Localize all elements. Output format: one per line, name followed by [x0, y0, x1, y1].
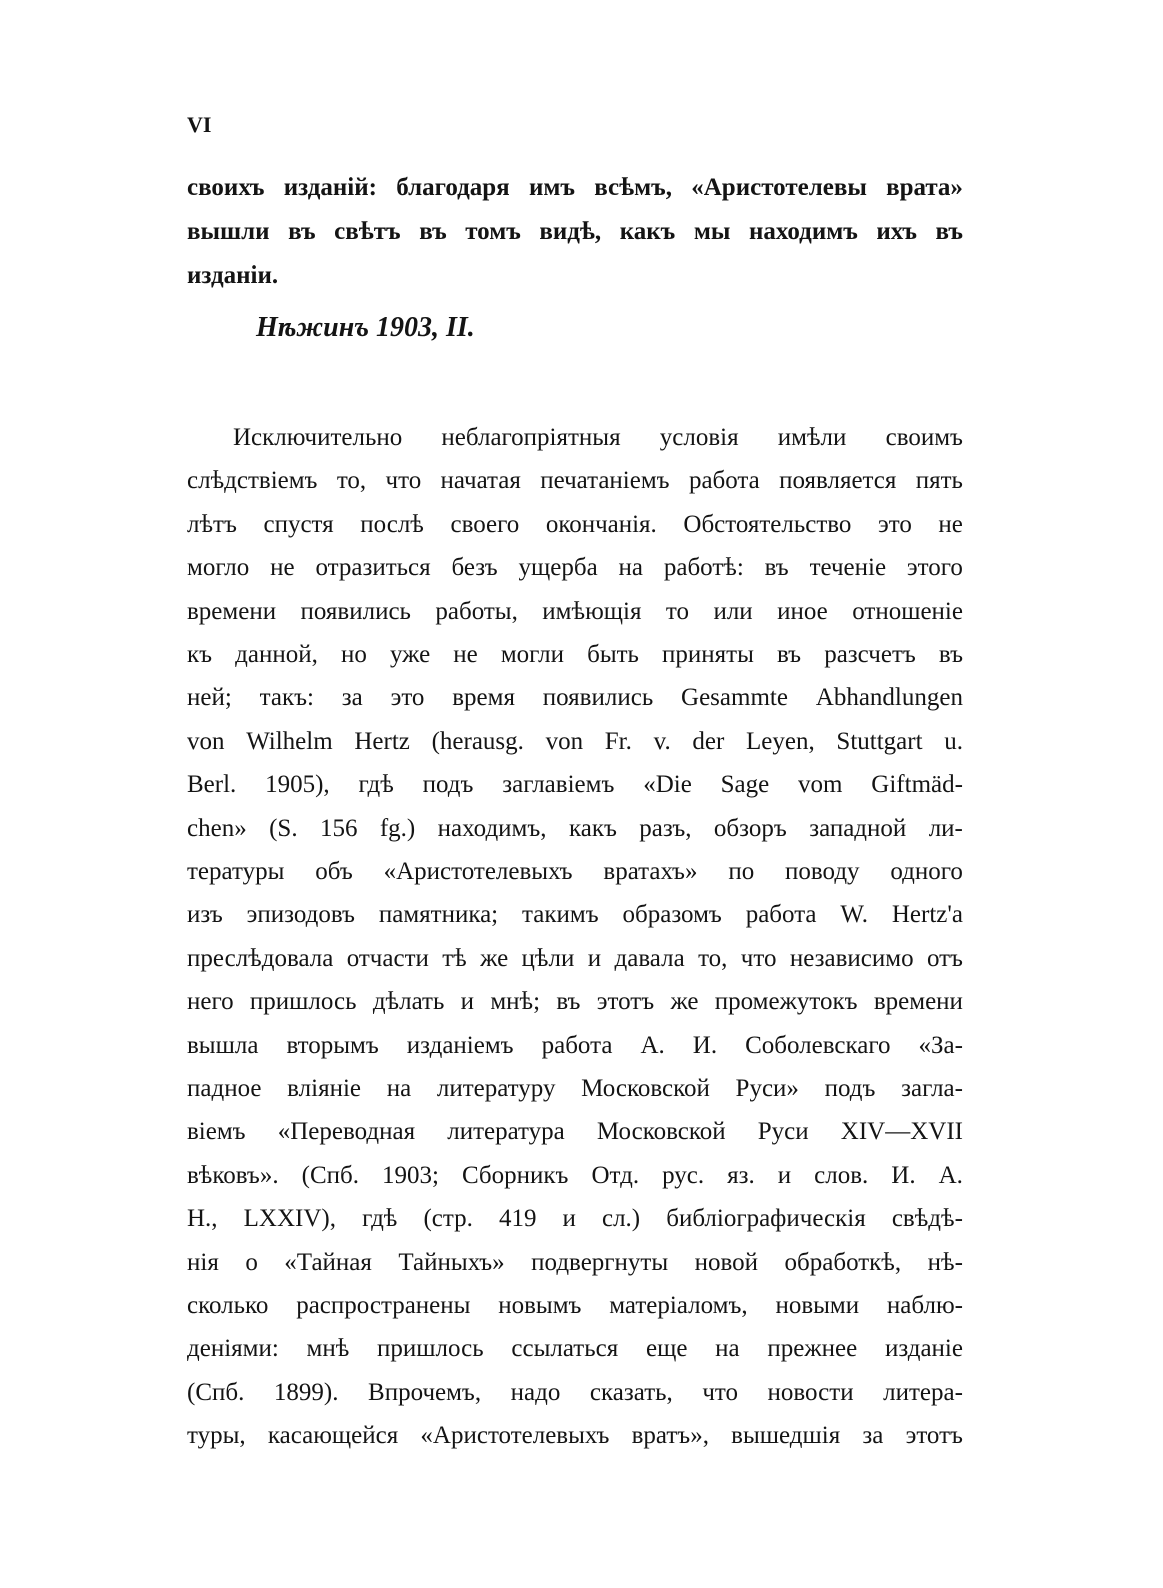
word: заглавіемъ [502, 771, 615, 799]
word: вторымъ [286, 1031, 379, 1059]
word: этотъ [596, 988, 655, 1016]
word: Исключительно [233, 424, 403, 451]
word: новой [694, 1248, 759, 1276]
word: Впрочемъ, [368, 1378, 482, 1406]
text-line [187, 770, 963, 800]
word: А. [640, 1031, 665, 1059]
text-line [187, 217, 963, 247]
word: новымъ [498, 1292, 582, 1319]
text-line [187, 1031, 963, 1061]
word: И. [891, 1161, 916, 1189]
word: матеріаломъ, [609, 1292, 748, 1319]
text-line [233, 423, 963, 453]
word: слов. [814, 1161, 869, 1189]
word: промежутокъ [714, 988, 858, 1016]
word: за [862, 1422, 884, 1450]
word: Соболевскаго [745, 1031, 891, 1059]
word: въ [764, 554, 789, 582]
word: деніями: [187, 1335, 279, 1363]
word: мнѣ [306, 1335, 350, 1363]
word: прежнее [767, 1335, 858, 1363]
word: видѣ, [539, 218, 602, 245]
word: начатая [440, 467, 521, 495]
word: сказать, [589, 1378, 673, 1406]
word: «Аристотелевыхъ [420, 1422, 610, 1450]
text-line [187, 640, 963, 670]
word: 1905), [265, 771, 330, 799]
word: имѣющія [542, 597, 642, 625]
word: что [740, 944, 777, 972]
word: приняты [662, 641, 754, 668]
text-line [187, 814, 963, 844]
word: и [460, 988, 475, 1016]
word: обзоръ [713, 814, 787, 842]
word: что [385, 467, 422, 495]
word: W. [840, 901, 868, 929]
word: работа [688, 467, 760, 495]
word: на [715, 1335, 740, 1363]
word: ссылаться [511, 1335, 619, 1363]
text-line [187, 510, 963, 540]
word: эпизодовъ [246, 901, 355, 929]
text-line [187, 1334, 963, 1364]
word: мы [693, 218, 731, 245]
word: Отд. [591, 1161, 640, 1189]
word: Руси [757, 1118, 809, 1146]
word: изданіемъ [406, 1031, 514, 1059]
word: работы, [435, 597, 518, 625]
word: своимъ [885, 424, 963, 451]
word: быть [587, 641, 639, 668]
word: что [702, 1378, 738, 1406]
word: разсчетъ [824, 641, 916, 668]
text-line [187, 944, 963, 974]
word: время [452, 684, 515, 712]
word: отчасти [346, 944, 429, 972]
word: Московской [581, 1075, 710, 1102]
word: «За- [918, 1031, 963, 1059]
word: него [187, 988, 234, 1016]
word: отношеніе [852, 597, 963, 625]
word: изданіи. [187, 262, 279, 289]
word: «Die [643, 771, 692, 799]
word: отъ [926, 944, 963, 972]
word: литература [447, 1118, 565, 1146]
word: этотъ [905, 1422, 963, 1450]
word: это [878, 510, 912, 538]
word: von [187, 727, 225, 755]
word: гдѣ [362, 1205, 398, 1233]
word: ней; [187, 684, 232, 712]
word: въ [288, 218, 316, 245]
word: одного [890, 858, 963, 885]
word: Fr. [604, 727, 632, 755]
word: свѣдѣ- [891, 1205, 963, 1233]
word: яз. [727, 1161, 755, 1189]
word: загла- [901, 1075, 963, 1102]
word: Stuttgart [836, 727, 923, 755]
word: fg.) [379, 814, 416, 842]
word: вратъ», [631, 1422, 709, 1450]
word: пришлось [377, 1335, 484, 1363]
word: 1903; [381, 1161, 439, 1189]
word: Berl. [187, 771, 237, 799]
word: но [340, 641, 367, 668]
word: теченіе [809, 554, 887, 582]
word: вліяніе [287, 1075, 361, 1102]
word: віемъ [187, 1118, 246, 1146]
word: иное [777, 597, 828, 625]
word: наблю- [886, 1292, 963, 1319]
text-line [187, 1117, 963, 1147]
text-line [187, 597, 963, 627]
text-line [187, 857, 963, 887]
word: появляется [779, 467, 897, 495]
word: Тайныхъ» [398, 1248, 505, 1276]
word: vom [798, 771, 843, 799]
word: же [670, 988, 699, 1016]
word: послѣ [360, 510, 424, 538]
word: могли [500, 641, 565, 668]
text-line [187, 987, 963, 1017]
word: появились [542, 684, 654, 712]
word: поводу [785, 858, 860, 885]
word: LXXIV), [243, 1205, 336, 1233]
word: изданій: [283, 174, 377, 201]
text-line [187, 1074, 963, 1104]
word: мнѣ; [490, 988, 541, 1016]
word: (Спб. [187, 1378, 245, 1406]
word: новости [767, 1378, 854, 1406]
word: неблагопріятныя [441, 424, 621, 451]
word: отразиться [315, 554, 431, 582]
word: это [390, 684, 425, 712]
word: уже [389, 641, 431, 668]
word: времени [187, 597, 277, 625]
word: тѣ [442, 944, 467, 972]
word: въ [935, 218, 963, 245]
word: то, [698, 944, 728, 972]
word: какъ [619, 218, 676, 245]
word: же [480, 944, 509, 972]
word: своего [450, 510, 520, 538]
word: новыми [775, 1292, 860, 1319]
word: какъ [568, 814, 617, 842]
word: не [938, 510, 963, 538]
word: независимо [789, 944, 914, 972]
word: окончанія. [545, 510, 657, 538]
word: ущерба [518, 554, 598, 582]
word: «Переводная [277, 1118, 416, 1146]
text-line [187, 683, 963, 713]
text-line [187, 173, 963, 203]
word: въ [777, 641, 802, 668]
word: времени [873, 988, 963, 1016]
word: на [386, 1075, 412, 1102]
word: западной [809, 814, 907, 842]
word: нія [187, 1248, 219, 1276]
word: И. [692, 1031, 718, 1059]
word: 156 [319, 814, 358, 842]
text-line [187, 1161, 963, 1191]
page-number: VI [187, 112, 212, 137]
word: ихъ [876, 218, 917, 245]
word: Giftmäd- [871, 771, 963, 799]
place-date-signature: Нѣжинъ 1903, II. [256, 312, 475, 343]
word: находимъ, [437, 814, 547, 842]
word: Leyen, [746, 727, 815, 755]
word: вѣковъ». [187, 1161, 279, 1189]
word: сколько [187, 1292, 269, 1319]
word: врата» [886, 174, 963, 201]
word: томъ [465, 218, 521, 245]
word: то, [336, 467, 367, 495]
text-line [187, 1378, 963, 1408]
word: своихъ [187, 174, 265, 201]
word: подъ [422, 771, 474, 799]
word: «Аристотелевыхъ [383, 858, 573, 885]
word: пять [915, 467, 963, 495]
word: еще [645, 1335, 688, 1363]
word: Hertz'а [891, 901, 963, 929]
word: цѣли [521, 944, 575, 972]
word: распространены [296, 1292, 471, 1319]
word: Hertz [354, 727, 410, 755]
word: Wilhelm [246, 727, 333, 755]
word: о [245, 1248, 258, 1276]
word: нѣ- [927, 1248, 963, 1276]
word: Н., [187, 1205, 218, 1233]
word: памятника; [378, 901, 499, 929]
word: (S. [269, 814, 298, 842]
word: (стр. [423, 1205, 473, 1233]
word: надо [510, 1378, 561, 1406]
word: работа [745, 901, 817, 929]
word: и [562, 1205, 576, 1233]
word: литературу [436, 1075, 556, 1102]
text-line [187, 727, 963, 757]
word: разъ, [639, 814, 692, 842]
word: не [270, 554, 295, 582]
word: А. [938, 1161, 963, 1189]
text-line [187, 261, 963, 291]
word: въ [938, 641, 963, 668]
word: объ [315, 858, 353, 885]
word: тературы [187, 858, 285, 885]
word: свѣтъ [334, 218, 401, 245]
word: гдѣ [358, 771, 394, 799]
word: имѣли [777, 424, 847, 451]
word: «Тайная [284, 1248, 372, 1276]
word: всѣмъ, [594, 174, 672, 201]
word: chen» [187, 814, 247, 842]
word: появились [300, 597, 411, 625]
word: 419 [498, 1205, 537, 1233]
word: на [618, 554, 643, 582]
word: этого [906, 554, 963, 582]
word: Московской [596, 1118, 726, 1146]
word: находимъ [748, 218, 858, 245]
word: и [777, 1161, 792, 1189]
word: и [587, 944, 602, 972]
word: v. [653, 727, 671, 755]
word: von [545, 727, 584, 755]
word: печатаніемъ [540, 467, 670, 495]
word: подъ [824, 1075, 876, 1102]
word: «Аристотелевы [691, 174, 867, 201]
word: къ [187, 641, 213, 668]
word: то [665, 597, 689, 625]
word: рус. [662, 1161, 705, 1189]
word: вышли [187, 218, 270, 245]
word: XIV—XVII [840, 1118, 963, 1146]
word: Abhandlungen [815, 684, 963, 712]
text-line [187, 553, 963, 583]
word: давала [614, 944, 685, 972]
word: безъ [451, 554, 498, 582]
word: работѣ: [663, 554, 744, 582]
word: вратахъ» [603, 858, 698, 885]
word: (herausg. [431, 727, 524, 755]
text-line [187, 466, 963, 496]
word: сл.) [601, 1205, 641, 1233]
word: не [453, 641, 478, 668]
word: 1899). [273, 1378, 339, 1406]
word: дѣлать [372, 988, 445, 1016]
word: вышедшія [731, 1422, 841, 1450]
word: обработкѣ, [784, 1248, 902, 1276]
word: лѣтъ [187, 510, 237, 538]
word: данной, [235, 641, 318, 668]
word: такъ: [259, 684, 314, 712]
word: преслѣдовала [187, 944, 334, 972]
word: изъ [187, 901, 223, 929]
word: образомъ [622, 901, 722, 929]
text-line [187, 1248, 963, 1278]
word: слѣдствіемъ [187, 467, 318, 495]
word: въ [419, 218, 447, 245]
word: туры, [187, 1422, 246, 1450]
word: подвергнуты [531, 1248, 669, 1276]
text-line [187, 900, 963, 930]
word: изданіе [884, 1335, 963, 1363]
word: работа [541, 1031, 613, 1059]
word: касающейся [267, 1422, 399, 1450]
word: Руси» [735, 1075, 799, 1102]
word: Обстоятельство [683, 510, 852, 538]
word: Сборникъ [461, 1161, 569, 1189]
word: пришлось [249, 988, 357, 1016]
word: библіографическія [666, 1205, 866, 1233]
word: вышла [187, 1031, 259, 1059]
word: имъ [528, 174, 575, 201]
word: Gesammte [681, 684, 788, 712]
word: могло [187, 554, 250, 582]
text-line [187, 1204, 963, 1234]
word: Sage [720, 771, 770, 799]
word: ли- [928, 814, 963, 842]
word: литера- [883, 1378, 963, 1406]
text-line [187, 1291, 963, 1321]
word: въ [556, 988, 581, 1016]
word: условія [659, 424, 739, 451]
word: такимъ [522, 901, 599, 929]
word: благодаря [396, 174, 510, 201]
word: или [713, 597, 753, 625]
word: за [341, 684, 363, 712]
word: спустя [263, 510, 334, 538]
word: der [692, 727, 725, 755]
word: (Спб. [301, 1161, 359, 1189]
text-line [187, 1421, 963, 1451]
word: по [728, 858, 755, 885]
word: u. [944, 727, 963, 755]
word: падное [187, 1075, 262, 1102]
